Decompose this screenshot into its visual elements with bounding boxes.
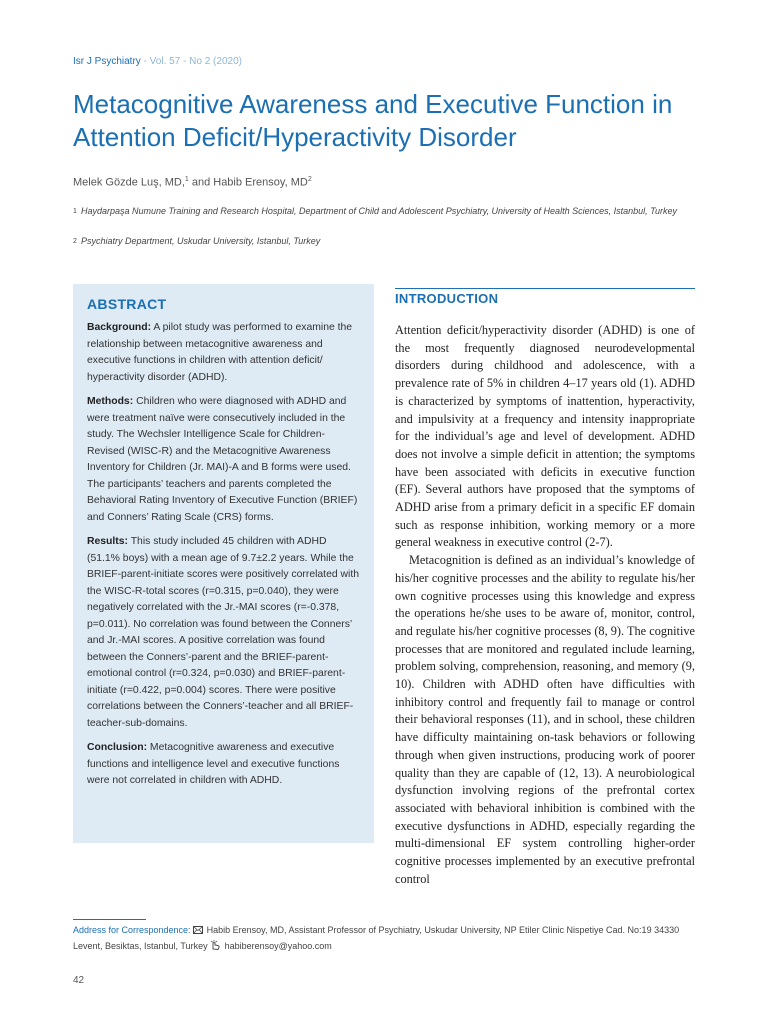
results-text: This study included 45 children with ADHD (51.1% boys) with a mean age of 9.7±2.2 years. While the BRIEF-parent-initiate scores were positively correlated with the WISC-R-total scores (r=0.315, p=0.040), they were negatively correlated with the Jr.-MAI scores (r=-0.378, p=0.011). No correlation was found between the Conners’ and Jr.-MAI scores. A positive correlation was found between the Conners’-parent and the BRIEF-parent-emotional control (r=0.324, p=0.030) and BRIEF-parent-initiate (r=0.422, p=0.004) scores. There were positive correlations between the Conners’-teacher and all BRIEF-teacher-sub-domains. bbox=[87, 536, 359, 729]
author-line bbox=[73, 176, 312, 189]
affiliation-text: Psychiatry Department, Uskudar University, Istanbul, Turkey bbox=[81, 236, 321, 246]
background-label: Background: bbox=[87, 322, 152, 333]
affiliation-mark: 2 bbox=[73, 238, 77, 245]
introduction-rule bbox=[395, 288, 695, 289]
abstract-heading: ABSTRACT bbox=[87, 296, 167, 312]
introduction-body bbox=[395, 322, 695, 892]
introduction-heading: INTRODUCTION bbox=[395, 291, 499, 306]
author-2-affiliation-mark: 2 bbox=[307, 176, 312, 183]
journal-volume: - Vol. 57 - No 2 (2020) bbox=[140, 56, 242, 67]
affiliation-2 bbox=[73, 234, 693, 249]
introduction-paragraph-1: Attention deficit/hyperactivity disorder (ADHD) is one of the most frequently diagnosed neurodevelopmental disorders during childhood and adolescence, with a prevalence rate of 5% in children 4–17 years old (1). ADHD is characterized by symptoms of inattention, hyperactivity, and impulsivity at a frequency and intensity inappropriate for the individual’s age and level of development. ADHD does not involve a simple deficit in attention; the symptoms have been associated with deficits in executive function (EF). Several authors have proposed that the symptoms of ADHD arise from a primary deficit in a specific EF domain such as response inhibition, working memory or a more general weakness in executive control (2-7). bbox=[395, 323, 695, 550]
results-label: Results: bbox=[87, 536, 128, 547]
background-text: A pilot study was performed to examine the relationship between metacognitive awareness and executive functions in children with attention deficit/ hyperactivity disorder (ADHD). bbox=[87, 322, 353, 383]
correspondence bbox=[73, 923, 703, 955]
conclusion-label: Conclusion: bbox=[87, 742, 148, 753]
abstract-background bbox=[87, 320, 361, 386]
author-1: Melek Gözde Luş, MD, bbox=[73, 176, 185, 189]
article-title: Metacognitive Awareness and Executive Function in Attention Deficit/Hyperactivity Disorder bbox=[73, 89, 673, 152]
abstract-conclusion bbox=[87, 740, 361, 790]
correspondence-address: Habib Erensoy, MD, Assistant Professor of Psychiatry, Uskudar University, NP Etiler Clinic Nispetiye Cad. No:19 34330 Levent, Besiktas, Istanbul, Turkey bbox=[73, 925, 680, 951]
email-pointer-icon bbox=[210, 940, 221, 955]
correspondence-email[interactable]: habiberensoy@yahoo.com bbox=[222, 941, 332, 951]
conclusion-text: Metacognitive awareness and executive functions and intelligence level and executive functions were not correlated in children with ADHD. bbox=[87, 742, 340, 786]
page-number: 42 bbox=[73, 975, 85, 986]
correspondence-label: Address for Correspondence: bbox=[73, 925, 191, 935]
envelope-icon bbox=[193, 924, 203, 939]
affiliation-mark: 1 bbox=[73, 208, 77, 215]
methods-label: Methods: bbox=[87, 396, 134, 407]
introduction-paragraph-2: Metacognition is defined as an individual’s knowledge of his/her cognitive processes and the ability to regulate his/her own cognitive processes using this knowledge and express the operations he/she uses to be aware of, monitor, control, and regulate his/her cognitive processes (8, 9). The cognitive processes that are monitored and regulated include learning, problem solving, comprehension, reasoning, and memory (9, 10). Children with ADHD often have difficulties with inhibitory control and frequently fail to manage or control their behavioral responses (11), and in school, these children have difficulty maintaining on-task behaviors or following through when given instructions, producing work of poorer quality than they are capable of (12, 13). A neurobiological dysfunction involving regions of the prefrontal cortex associated with behavioral inhibition is combined with the executive dysfunctions in ADHD, especially regarding the multi-dimensional EF system controlling higher-order cognitive processes implemented by an executive prefrontal control bbox=[395, 553, 695, 886]
methods-text: Children who were diagnosed with ADHD and were treatment naïve were consecutively included in the study. The Wechsler Intelligence Scale for Children-Revised (WISC-R) and the Metacognitive Awareness Inventory for Children (Jr. MAI)-A and B forms were used. The participants’ teachers and parents completed the Behavioral Rating Inventory of Executive Function (BRIEF) and Conners’ Rating Scale (CRS) forms. bbox=[87, 396, 358, 523]
journal-header bbox=[73, 56, 242, 67]
abstract-box bbox=[73, 284, 374, 843]
author-1-affiliation-mark: 1 bbox=[184, 176, 189, 183]
author-2: and Habib Erensoy, MD bbox=[188, 176, 308, 189]
correspondence-rule bbox=[73, 919, 146, 920]
journal-name: Isr J Psychiatry bbox=[73, 56, 141, 67]
abstract-results bbox=[87, 534, 361, 732]
affiliation-text: Haydarpaşa Numune Training and Research Hospital, Department of Child and Adolescent Psychiatry, University of Health Sciences, Istanbul, Turkey bbox=[81, 206, 677, 216]
abstract-methods bbox=[87, 394, 361, 526]
affiliation-1 bbox=[73, 204, 693, 219]
